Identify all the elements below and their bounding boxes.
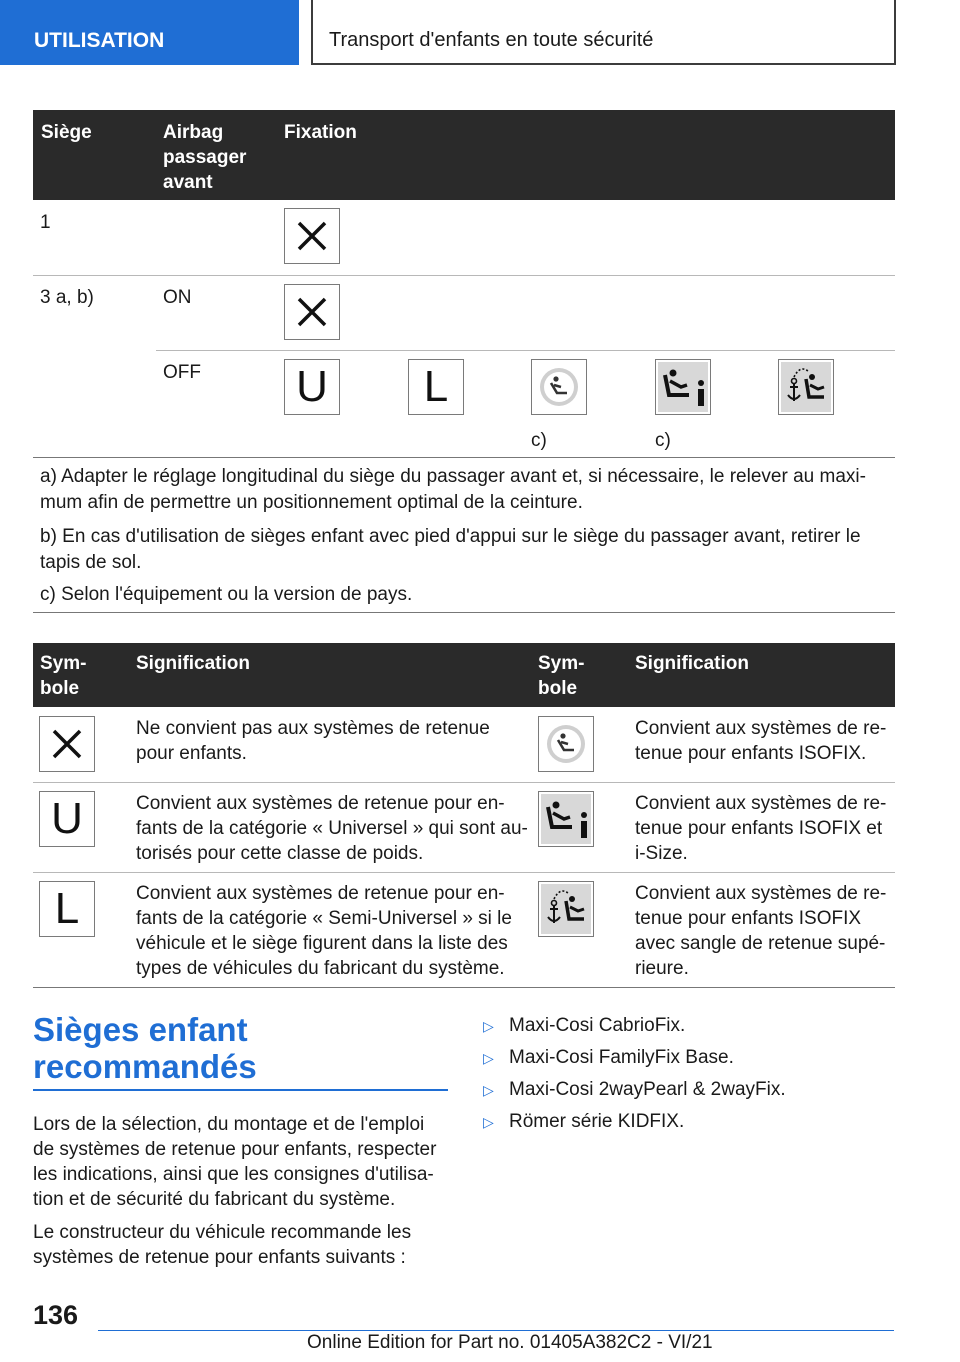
footnote-c: c) Selon l'équipement ou la version de pays. — [40, 584, 413, 605]
col-header-symbol-right: Sym- bole — [538, 653, 585, 699]
col-header-airbag: Airbag passager avant — [163, 122, 247, 193]
note-c-isofix: c) — [531, 430, 547, 451]
page-number: 136 — [33, 1300, 79, 1330]
cross-symbol-row1 — [284, 208, 340, 264]
triangle-bullet-icon: ▷ — [483, 1018, 494, 1034]
col-header-symbol-left: Sym- bole — [40, 653, 87, 699]
isofix-tether-icon — [780, 361, 832, 413]
meaning-tether: Convient aux systèmes de re- tenue pour enfants ISOFIX avec sangle de retenue supé- rieure. — [635, 883, 887, 979]
isofix-seat-icon — [537, 365, 581, 409]
col-header-meaning-left: Signification — [136, 653, 250, 674]
meaning-universal: Convient aux systèmes de retenue pour en- fants de la catégorie « Universel » qui sont au- torisés pour cette classe de poids. — [136, 793, 528, 864]
row3-airbag-off: OFF — [163, 362, 201, 383]
triangle-bullet-icon: ▷ — [483, 1082, 494, 1098]
table2-header — [33, 643, 895, 707]
isofix-tether-icon — [540, 883, 592, 935]
page-header — [311, 0, 896, 65]
section-label: UTILISATION — [34, 29, 165, 52]
footnote-b-line1: b) En cas d'utilisation de sièges enfant avec pied d'appui sur le siège du passager avant, retirer le — [40, 526, 861, 547]
footer-rule — [98, 1330, 894, 1331]
meaning-semi-universal: Convient aux systèmes de retenue pour en- fants de la catégorie « Semi-Universel » si le véhicule et le siège figurent dans la liste des types de véhicules du fabricant du système. — [136, 883, 512, 979]
l-letter-icon: L — [423, 362, 449, 411]
triangle-bullet-icon: ▷ — [483, 1114, 494, 1130]
isofix-seat-icon — [544, 722, 588, 766]
isofix-isize-icon — [540, 793, 592, 845]
col-header-fixation: Fixation — [284, 122, 357, 143]
u-letter-icon: U — [296, 362, 328, 411]
cross-symbol-row2 — [284, 284, 340, 340]
meaning-isofix: Convient aux systèmes de re- tenue pour enfants ISOFIX. — [635, 718, 887, 764]
isofix-tether-symbol — [778, 359, 834, 415]
intro-paragraph: Lors de la sélection, du montage et de l'emploi de systèmes de retenue pour enfants, respecter les indications, ainsi que les consignes d'utilisa- tion et de sécurité du fabricant du système. — [33, 1114, 437, 1210]
u-letter-icon: U — [51, 794, 83, 843]
cross-icon — [296, 296, 328, 328]
table1-header — [33, 110, 895, 200]
cross-symbol — [39, 716, 95, 772]
section-heading: Sièges enfant recommandés — [33, 1011, 257, 1085]
edition-text: Online Edition for Part no. 01405A382C2 - VI/21 — [307, 1332, 713, 1353]
isofix-symbol-legend — [538, 716, 594, 772]
heading-rule — [33, 1089, 448, 1091]
isofix-tether-symbol-legend — [538, 881, 594, 937]
list-item: ▷ Maxi-Cosi 2wayPearl & 2wayFix. — [483, 1077, 786, 1103]
isofix-symbol — [531, 359, 587, 415]
isofix-isize-icon — [657, 361, 709, 413]
meaning-isize: Convient aux systèmes de re- tenue pour enfants ISOFIX et i-Size. — [635, 793, 887, 864]
cross-icon — [51, 728, 83, 760]
list-item: ▷ Römer série KIDFIX. — [483, 1109, 684, 1135]
list-item: ▷ Maxi-Cosi FamilyFix Base. — [483, 1045, 734, 1071]
row2-airbag-on: ON — [163, 287, 192, 308]
cross-icon — [296, 220, 328, 252]
footnote-a-line1: a) Adapter le réglage longitudinal du siège du passager avant et, si nécessaire, le relever au maxi- — [40, 466, 866, 487]
footnote-a-line2: mum afin de permettre un positionnement optimal de la ceinture. — [40, 492, 583, 513]
col-header-siege: Siège — [41, 122, 92, 143]
row1-seat: 1 — [40, 212, 51, 233]
semi-universal-symbol — [408, 359, 464, 415]
universal-symbol-legend — [39, 791, 95, 847]
l-letter-icon: L — [54, 884, 80, 933]
section-tab — [0, 0, 299, 65]
page-title: Transport d'enfants en toute sécurité — [329, 29, 654, 51]
isofix-isize-symbol-legend — [538, 791, 594, 847]
col-header-meaning-right: Signification — [635, 653, 749, 674]
row2-seat: 3 a, b) — [40, 287, 94, 308]
note-c-isize: c) — [655, 430, 671, 451]
list-item: ▷ Maxi-Cosi CabrioFix. — [483, 1013, 685, 1039]
semi-universal-symbol-legend — [39, 881, 95, 937]
meaning-cross: Ne convient pas aux systèmes de retenue pour enfants. — [136, 718, 490, 764]
universal-symbol — [284, 359, 340, 415]
recommend-paragraph: Le constructeur du véhicule recommande les systèmes de retenue pour enfants suivants : — [33, 1222, 412, 1268]
triangle-bullet-icon: ▷ — [483, 1050, 494, 1066]
isofix-isize-symbol — [655, 359, 711, 415]
footnote-b-line2: tapis de sol. — [40, 552, 142, 573]
